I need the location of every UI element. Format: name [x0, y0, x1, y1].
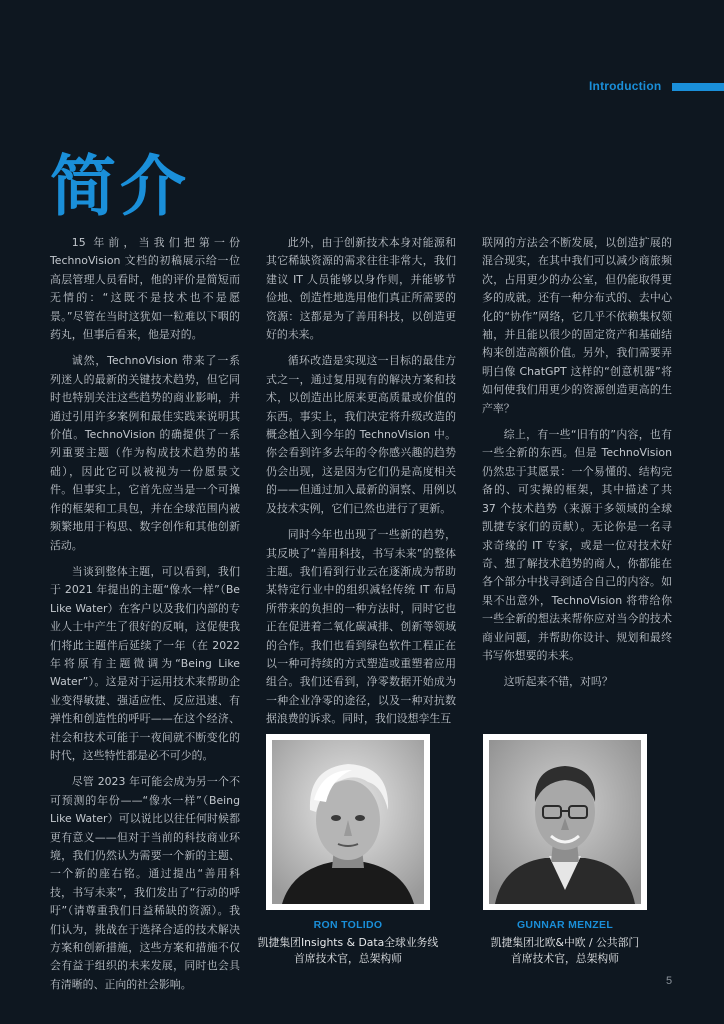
section-label: Introduction — [589, 79, 662, 93]
person-role — [238, 935, 458, 967]
paragraph: 同时今年也出现了一些新的趋势，其反映了“善用科技，书写未来”的整体主题。我们看到行业云在逐渐成为帮助某特定行业中的组织减轻传统 IT 布局所带来的负担的一种方法时，同时它也正在促进着二氧化碳减排、创新等领域的合作。我们也看到绿色软件工程正在以一种可持续的方式塑造或重塑着应用组合。我们还看到，净零数据开始成为一种企业净零的途径，以及一种对抗数据浪费的诉求。同时，我们设想孪生互 — [266, 528, 456, 726]
person-name: RON TOLIDO — [313, 919, 383, 931]
text-column-1 — [50, 234, 240, 1002]
person-role-line: 首席技术官，总架构师 — [511, 952, 619, 965]
person-role — [455, 935, 675, 967]
person-name: GUNNAR MENZEL — [516, 919, 614, 931]
paragraph: 尽管 2023 年可能会成为另一个不可预测的年份——“像水一样”（Being Like Water）可以说比以往任何时候都更有意义——但对于当前的科技商业环境，我们仍然认为需要一个新的主题、一个新的座右铭。通过提出“善用科技，书写未来”，我们发出了“行动的呼吁”（请尊重我们日益稀缺的资源）。我们认为，挑战在于选择合适的技术解决方案和创新措施，这些方案和措施不仅会有益于组织的未来发展，同时也会具有清晰的、正向的社会影响。 — [50, 775, 240, 991]
page-number: 5 — [666, 975, 673, 987]
paragraph: 循环改造是实现这一目标的最佳方式之一，通过复用现有的解决方案和技术，以创造出比原来更高质量或价值的东西。事实上，我们决定将升级改造的概念植入到今年的 TechnoVision 中。你会看到许多去年的令你感兴趣的趋势仍会出现，这是因为它们仍是高度相关的——但通过加入最新的洞察、用例以及技术实例，它们已然也进行了更新。 — [266, 354, 456, 515]
paragraph: 当谈到整体主题，可以看到，我们于 2021 年提出的主题“像水一样”（Be Like Water）在客户以及我们内部的专业人士中产生了很好的反响，这促使我们将此主题伴后延续了一年（在 2022 年将原有主题微调为“Being Like Water”）。这是对于运用技术来帮助企业变得敏捷、强适应性、反应迅速、有弹性和创造性的呼吁——在这个经济、社会和技术可能于一夜间就不断变化的时代，这些特性都是必不可少的。 — [50, 564, 240, 762]
section-accent-bar — [672, 83, 724, 91]
portrait-illustration — [272, 740, 424, 904]
person-role-line: 凯捷集团Insights & Data全球业务线 — [257, 936, 439, 949]
paragraph: 诚然，TechnoVision 带来了一系列迷人的最新的关键技术趋势，但它同时也特别关注这些趋势的商业影响，并通过引用许多案例和最佳实践来说明其价值。TechnoVision 的确提供了一系列重要主题（作为构成技术趋势的基础），因此它可以被视为一份愿景文件。但事实上，它首先应当是一个可操作的框架和工具包，并在全球范围内被频繁地用于构思、数字创作和其他创新活动。 — [50, 354, 240, 552]
text-column-2 — [266, 234, 456, 737]
person-role-line: 首席技术官，总架构师 — [294, 952, 402, 965]
portrait-photo-gunnar-menzel — [483, 734, 647, 910]
portrait-illustration — [489, 740, 641, 904]
paragraph: 15 年前，当我们把第一份 TechnoVision 文档的初稿展示给一位高层管理人员看时，他的评价是简短而无情的：“这既不是技术也不是愿景。”尽管在当时这犹如一粒难以下咽的药丸，但事后看来，他是对的。 — [50, 236, 240, 342]
paragraph: 此外，由于创新技术本身对能源和其它稀缺资源的需求往往非常大，我们建议 IT 人员能够以身作则，并能够节俭地、创造性地选用他们真正所需要的资源：这都是为了善用科技，以创造更好的未来。 — [266, 236, 456, 342]
person-role-line: 凯捷集团北欧&中欧 / 公共部门 — [490, 936, 640, 949]
text-column-3 — [482, 234, 672, 700]
paragraph: 联网的方法会不断发展，以创造扩展的混合现实，在其中我们可以减少商旅频次，占用更少的办公室，但仍能取得更多的成就。还有一种分布式的、去中心化的“协作”网络，它几乎不依赖集权领袖，并且能以很少的固定资产和基础结构来创造高额价值。另外，我们需要弄明白像 ChatGPT 这样的“创意机器”将如何使我们用更少的资源创造更高的生产率？ — [482, 236, 672, 415]
paragraph: 这听起来不错，对吗？ — [503, 675, 613, 689]
paragraph: 综上，有一些“旧有的”内容，也有一些全新的东西。但是 TechnoVision 仍然忠于其愿景：一个易懂的、结构完备的、可实操的框架，其中描述了共 37 个技术趋势（来源于多领域的全球凯捷专家们的贡献）。无论你是一名寻求奇缘的 IT 专家，或是一位对技术好奇、想了解技术趋势的商人，你都能在各个部分中找寻到适合自己的内容。如果不出意外，TechnoVision 将带给你一些全新的想法来帮你应对当今的技术商业问题，并帮助你设计、规划和最终书写你想要的未来。 — [482, 428, 672, 662]
page-title: 简介 — [50, 148, 190, 225]
portrait-photo-ron-tolido — [266, 734, 430, 910]
